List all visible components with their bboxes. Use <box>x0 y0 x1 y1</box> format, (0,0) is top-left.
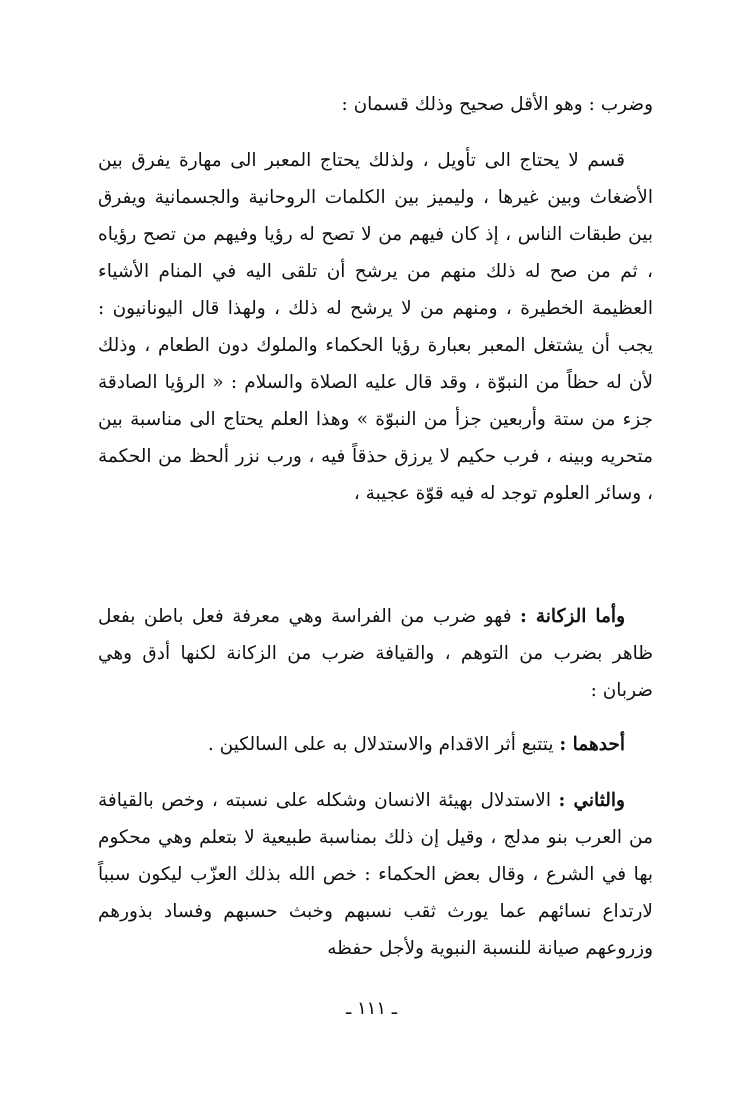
paragraph-text: فهو ضرب من الفراسة وهي معرفة فعل باطن بفعل ظاهر بضرب من التوهم ، والقيافة ضرب من الزكانة لكنها أدق وهي ضربان : <box>98 606 653 701</box>
paragraph-lead: أحدهما : <box>559 734 625 755</box>
paragraph-first-type <box>98 726 653 763</box>
paragraph-text: يتتبع أثر الاقدام والاستدلال به على السالكين . <box>207 734 560 755</box>
paragraph-lead: والثاني : <box>558 790 625 811</box>
paragraph-text: قسم لا يحتاج الى تأويل ، ولذلك يحتاج المعبر الى مهارة يفرق بين الأضغاث وبين غيرها ، وليميز بين الكلمات الروحانية والجسمانية ويفرق بين طبقات الناس ، إذ كان فيهم من لا تصح له رؤيا وفيهم من تصح رؤياه ، ثم من صح له ذلك منهم من يرشح أن تلقى اليه في المنام الأشياء العظيمة الخطيرة ، ومنهم من لا يرشح له ذلك ، ولهذا قال اليونانيون : يجب أن يشتغل المعبر بعبارة رؤيا الحكماء والملوك دون الطعام ، وذلك لأن له حظاً من النبوّة ، وقد قال عليه الصلاة والسلام : « الرؤيا الصادقة جزء من ستة وأربعين جزأ من النبوّة » وهذا العلم يحتاج الى مناسبة بين متحريه وبينه ، فرب حكيم لا يرزق حذقاً فيه ، ورب نزر ألحظ من الحكمة ، وسائر العلوم توجد له فيه قوّة عجيبة ، <box>98 150 653 504</box>
page-number: ـ ١١١ ـ <box>345 998 397 1019</box>
paragraph-lead: وأما الزكانة : <box>520 606 625 627</box>
intro-text: وضرب : وهو الأقل صحيح وذلك قسمان : <box>341 94 653 115</box>
intro-line <box>98 86 653 123</box>
paragraph-dream-interpretation <box>98 142 653 512</box>
paragraph-zakana <box>98 598 653 709</box>
paragraph-text: الاستدلال بهيئة الانسان وشكله على نسبته ، وخص بالقيافة من العرب بنو مدلج ، وقيل إن ذلك بمناسبة طبيعية لا بتعلم وهي محكوم بها في الشرع ، وقال بعض الحكماء : خص الله بذلك العزّب ليكون سبباً لارتداع نسائهم عما يورث ثقب نسبهم وخبث حسبهم وفساد بذورهم وزروعهم صيانة للنسبة النبوية ولأجل حفظه <box>98 790 653 959</box>
paragraph-second-type <box>98 782 653 967</box>
